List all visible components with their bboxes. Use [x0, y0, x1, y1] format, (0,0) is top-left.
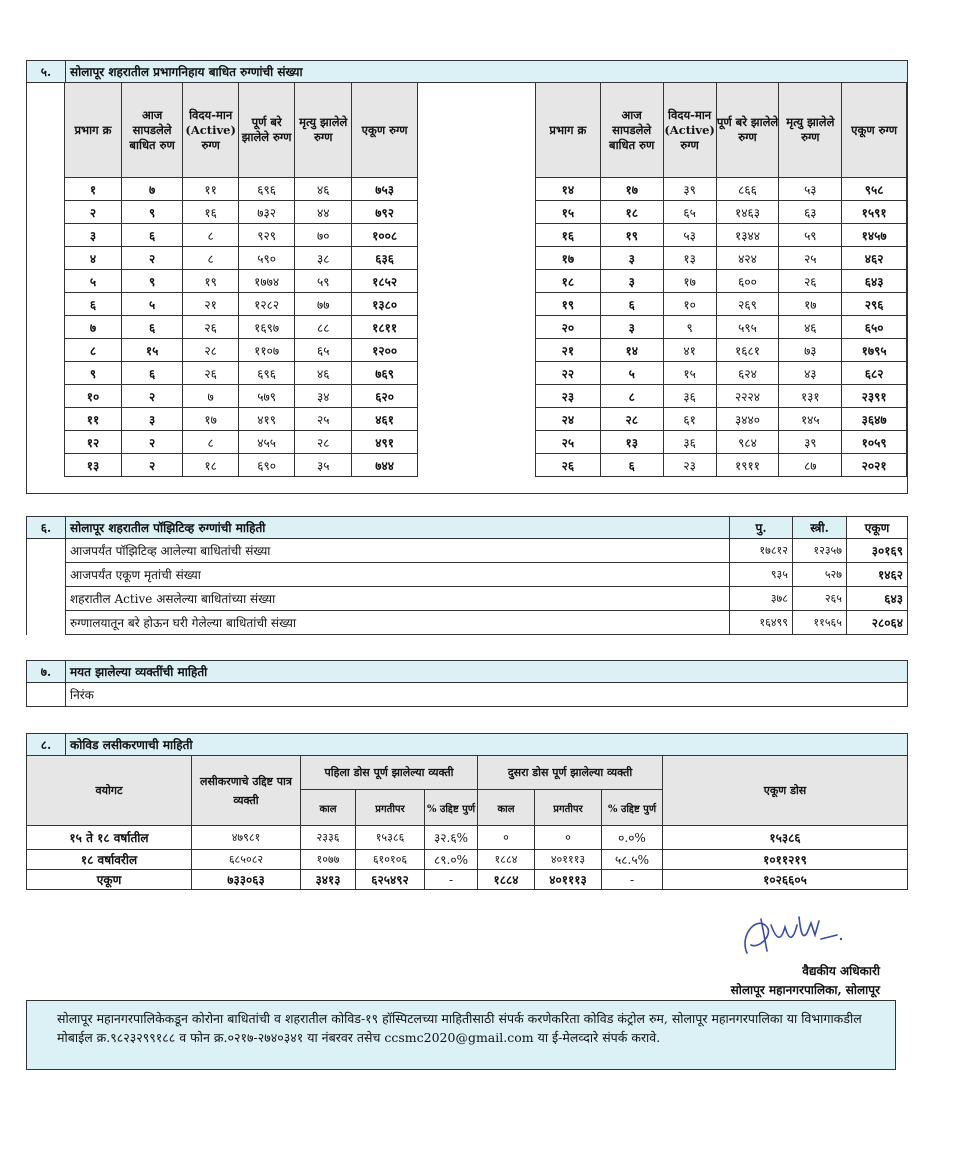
vacc-col-dose2: दुसरा डोस पूर्ण झालेल्या व्यक्ती [478, 756, 663, 790]
row-spacer [27, 563, 66, 587]
section6-title: सोलापूर शहरातील पॉझिटिव्ह रुग्णांची माहिती [66, 517, 730, 539]
vacc-total-doses: १०११२१९ [663, 850, 908, 870]
ward-total: ४६२ [842, 247, 907, 270]
signature-block [690, 962, 880, 1000]
stat-female: १२३५७ [793, 539, 847, 563]
section5-number: ५. [27, 61, 66, 83]
ward-active: १३ [663, 247, 716, 270]
ward-deaths: २६ [779, 270, 842, 293]
col-recovered: पूर्ण बरे झालेले रुग्ण [239, 83, 295, 178]
ward-row [65, 408, 418, 431]
vacc-target: ६८५०८२ [192, 850, 301, 870]
ward-today: १५ [121, 339, 182, 362]
ward-total: ४९१ [352, 431, 418, 454]
ward-deaths: ७३ [779, 339, 842, 362]
ward-deaths: १३१ [779, 385, 842, 408]
section7-title: मयत झालेल्या व्यक्तींची माहिती [66, 661, 908, 683]
stat-label: आजपर्यंत एकूण मृतांची संख्या [66, 563, 730, 587]
ward-today: ३ [600, 316, 663, 339]
ward-recovered: १६९७ [239, 316, 295, 339]
ward-active: १९ [183, 270, 239, 293]
ward-row [536, 293, 907, 316]
ward-active: १८ [183, 454, 239, 477]
ward-total: २९६ [842, 293, 907, 316]
stat-total: २८०६४ [847, 611, 908, 635]
ward-recovered: २२२४ [716, 385, 779, 408]
vacc-col-total: एकूण डोस [663, 756, 908, 826]
vacc-d2-yesterday: ० [478, 826, 535, 850]
ward-today: ९ [121, 201, 182, 224]
positive-stat-row [27, 611, 908, 635]
ward-recovered: १२८२ [239, 293, 295, 316]
ward-total: ६२० [352, 385, 418, 408]
vacc-target: ४७९८१ [192, 826, 301, 850]
ward-active: २३ [663, 454, 716, 477]
ward-no: १८ [536, 270, 601, 293]
ward-no: २ [65, 201, 122, 224]
ward-total: १०५९ [842, 431, 907, 454]
ward-active: ३६ [663, 431, 716, 454]
signature-office: सोलापूर महानगरपालिका, सोलापूर [730, 983, 880, 997]
section6-col-male: पु. [730, 517, 793, 539]
ward-no: २५ [536, 431, 601, 454]
ward-row [65, 247, 418, 270]
ward-no: २२ [536, 362, 601, 385]
ward-row [65, 293, 418, 316]
ward-row [536, 178, 907, 201]
ward-row [65, 224, 418, 247]
ward-no: १ [65, 178, 122, 201]
vacc-col-d1-yesterday: काल [301, 790, 356, 826]
ward-no: २४ [536, 408, 601, 431]
ward-recovered: ११०७ [239, 339, 295, 362]
ward-recovered: ६९६ [239, 178, 295, 201]
ward-today: ७ [121, 178, 182, 201]
row-spacer [27, 539, 66, 563]
ward-total: १८११ [352, 316, 418, 339]
ward-recovered: ५७९ [239, 385, 295, 408]
vacc-col-d2-cumulative: प्रगतीपर [535, 790, 602, 826]
ward-no: १६ [536, 224, 601, 247]
vaccination-row [27, 826, 908, 850]
section7-value: निरंक [66, 683, 908, 707]
vacc-age-group: १८ वर्षावरील [27, 850, 192, 870]
ward-recovered: ४१९ [239, 408, 295, 431]
section7-number: ७. [27, 661, 66, 683]
section8-number: ८. [27, 734, 66, 756]
ward-deaths: ३९ [779, 431, 842, 454]
positive-stat-row [27, 539, 908, 563]
ward-today: १३ [600, 431, 663, 454]
ward-deaths: ४६ [295, 178, 352, 201]
vacc-d1-percent: ३२.६% [425, 826, 478, 850]
ward-today: ३ [121, 408, 182, 431]
vacc-d2-cumulative: ४०१११३ [535, 850, 602, 870]
ward-row [65, 270, 418, 293]
ward-today: १९ [600, 224, 663, 247]
ward-today: २ [121, 454, 182, 477]
ward-active: २६ [183, 362, 239, 385]
col-ward-no: प्रभाग क्र [65, 83, 122, 178]
ward-no: १५ [536, 201, 601, 224]
ward-total: ४६१ [352, 408, 418, 431]
section6-number: ६. [27, 517, 66, 539]
ward-today: २ [121, 247, 182, 270]
vaccination-row [27, 870, 908, 890]
vacc-col-d1-cumulative: प्रगतीपर [356, 790, 425, 826]
ward-recovered: १९११ [716, 454, 779, 477]
stat-male: ९३५ [730, 563, 793, 587]
ward-today: ६ [121, 362, 182, 385]
ward-active: १५ [663, 362, 716, 385]
ward-row [536, 339, 907, 362]
signature-designation: वैद्यकीय अधिकारी [802, 964, 880, 978]
ward-recovered: ७३२ [239, 201, 295, 224]
vacc-total-doses: १०२६६०५ [663, 870, 908, 890]
vacc-col-age: वयोगट [27, 756, 192, 826]
ward-recovered: १४६३ [716, 201, 779, 224]
ward-deaths: ६५ [295, 339, 352, 362]
ward-row [536, 201, 907, 224]
col-total: एकूण रुग्ण [352, 83, 418, 178]
ward-deaths: ३५ [295, 454, 352, 477]
ward-active: ९ [663, 316, 716, 339]
stat-total: १४६२ [847, 563, 908, 587]
vacc-col-target: लसीकरणाचे उद्दिष्ट पात्र व्यक्ती [192, 756, 301, 826]
col-today: आज सापडलेले बाधित रुण [121, 83, 182, 178]
stat-female: २६५ [793, 587, 847, 611]
stat-female: ११५६५ [793, 611, 847, 635]
ward-recovered: ८६६ [716, 178, 779, 201]
ward-table-right [535, 82, 907, 477]
stat-total: ६४३ [847, 587, 908, 611]
vacc-d1-yesterday: २३३६ [301, 826, 356, 850]
vacc-d1-yesterday: ३४१३ [301, 870, 356, 890]
ward-recovered: ६२४ [716, 362, 779, 385]
col-ward-no: प्रभाग क्र [536, 83, 601, 178]
ward-no: ७ [65, 316, 122, 339]
ward-deaths: ८७ [779, 454, 842, 477]
vacc-col-d2-yesterday: काल [478, 790, 535, 826]
ward-row [536, 270, 907, 293]
vacc-total-doses: १५३८६ [663, 826, 908, 850]
vacc-d2-cumulative: ४०१११३ [535, 870, 602, 890]
col-active: विदय-मान (Active) रुग्ण [663, 83, 716, 178]
ward-total: २०२१ [842, 454, 907, 477]
ward-today: १७ [600, 178, 663, 201]
ward-row [65, 362, 418, 385]
ward-active: १७ [183, 408, 239, 431]
row-spacer [27, 587, 66, 611]
vacc-d1-cumulative: १५३८६ [356, 826, 425, 850]
ward-row [536, 431, 907, 454]
ward-no: ८ [65, 339, 122, 362]
ward-active: ८ [183, 247, 239, 270]
stat-male: १६४९९ [730, 611, 793, 635]
section5-title: सोलापूर शहरातील प्रभागनिहाय बाधित रुग्णांची संख्या [66, 61, 908, 83]
vacc-col-d2-percent: % उद्दिष्ट पुर्ण [602, 790, 663, 826]
stat-label: आजपर्यंत पॉझिटिव्ह आलेल्या बाधितांची संख्या [66, 539, 730, 563]
ward-no: ४ [65, 247, 122, 270]
ward-active: १६ [183, 201, 239, 224]
ward-deaths: ४६ [779, 316, 842, 339]
vacc-age-group: १५ ते १८ वर्षातील [27, 826, 192, 850]
ward-recovered: २६९ [716, 293, 779, 316]
ward-deaths: ५९ [295, 270, 352, 293]
vacc-d1-cumulative: ६१०१०६ [356, 850, 425, 870]
section7-table [26, 660, 908, 707]
ward-row [65, 454, 418, 477]
ward-active: २१ [183, 293, 239, 316]
ward-row [536, 316, 907, 339]
ward-active: ३९ [663, 178, 716, 201]
ward-today: ३ [600, 270, 663, 293]
row-spacer [27, 611, 66, 635]
col-deaths: मृत्यु झालेले रुग्ण [295, 83, 352, 178]
col-today: आज सापडलेले बाधित रुण [600, 83, 663, 178]
positive-stat-row [27, 563, 908, 587]
ward-today: २८ [600, 408, 663, 431]
ward-row [65, 431, 418, 454]
ward-total: ७५३ [352, 178, 418, 201]
ward-active: ८ [183, 224, 239, 247]
ward-today: ८ [600, 385, 663, 408]
ward-active: ८ [183, 431, 239, 454]
ward-active: २८ [183, 339, 239, 362]
ward-total: १४५७ [842, 224, 907, 247]
ward-deaths: ४४ [295, 201, 352, 224]
section6-table [26, 516, 908, 635]
ward-row [536, 247, 907, 270]
ward-no: १० [65, 385, 122, 408]
ward-total: १५९१ [842, 201, 907, 224]
section8-title: कोविड लसीकरणाची माहिती [66, 734, 908, 756]
ward-recovered: ९२९ [239, 224, 295, 247]
col-deaths: मृत्यु झालेले रुग्ण [779, 83, 842, 178]
ward-today: ६ [600, 293, 663, 316]
col-active: विदय-मान (Active) रुग्ण [183, 83, 239, 178]
ward-total: १७९५ [842, 339, 907, 362]
ward-active: ४१ [663, 339, 716, 362]
vacc-col-dose1: पहिला डोस पूर्ण झालेल्या व्यक्ती [301, 756, 478, 790]
vacc-d2-cumulative: ० [535, 826, 602, 850]
ward-row [65, 178, 418, 201]
stat-total: ३०१६९ [847, 539, 908, 563]
ward-row [65, 339, 418, 362]
vacc-d2-percent: ०.०% [602, 826, 663, 850]
ward-recovered: ५९० [239, 247, 295, 270]
ward-total: ६३६ [352, 247, 418, 270]
ward-row [65, 385, 418, 408]
ward-deaths: ४६ [295, 362, 352, 385]
ward-total: ९५८ [842, 178, 907, 201]
ward-deaths: २५ [295, 408, 352, 431]
ward-no: १९ [536, 293, 601, 316]
ward-row [536, 454, 907, 477]
ward-recovered: ४२४ [716, 247, 779, 270]
ward-total: ६५० [842, 316, 907, 339]
ward-today: ६ [600, 454, 663, 477]
ward-today: ६ [121, 316, 182, 339]
ward-table-left [64, 82, 418, 477]
vacc-age-group: एकूण [27, 870, 192, 890]
ward-deaths: ३४ [295, 385, 352, 408]
vacc-d1-yesterday: १०७७ [301, 850, 356, 870]
ward-deaths: २५ [779, 247, 842, 270]
ward-deaths: ७७ [295, 293, 352, 316]
ward-deaths: ७० [295, 224, 352, 247]
ward-today: २ [121, 385, 182, 408]
ward-today: ५ [121, 293, 182, 316]
ward-total: ६४३ [842, 270, 907, 293]
vacc-d2-percent: ५८.५% [602, 850, 663, 870]
stat-label: शहरातील Active असलेल्या बाधितांच्या संख्या [66, 587, 730, 611]
ward-recovered: १६८१ [716, 339, 779, 362]
ward-no: १४ [536, 178, 601, 201]
ward-today: १८ [600, 201, 663, 224]
ward-no: १७ [536, 247, 601, 270]
vaccination-row [27, 850, 908, 870]
signature-image [737, 905, 847, 961]
ward-deaths: ३८ [295, 247, 352, 270]
col-total: एकूण रुग्ण [842, 83, 907, 178]
stat-male: ३७८ [730, 587, 793, 611]
ward-active: ६५ [663, 201, 716, 224]
col-recovered: पूर्ण बरे झालेले रुग्ण [716, 83, 779, 178]
vacc-d1-cumulative: ६२५४९२ [356, 870, 425, 890]
vacc-d2-yesterday: १८८४ [478, 850, 535, 870]
ward-active: ५३ [663, 224, 716, 247]
ward-no: १३ [65, 454, 122, 477]
ward-deaths: १४५ [779, 408, 842, 431]
ward-recovered: ३४४० [716, 408, 779, 431]
ward-deaths: ५३ [779, 178, 842, 201]
section5-title-bar [26, 60, 908, 83]
ward-total: ६८२ [842, 362, 907, 385]
ward-total: १००८ [352, 224, 418, 247]
ward-row [65, 201, 418, 224]
section6-col-female: स्त्री. [793, 517, 847, 539]
ward-no: ९ [65, 362, 122, 385]
ward-recovered: १३४४ [716, 224, 779, 247]
ward-deaths: ४३ [779, 362, 842, 385]
ward-row [536, 385, 907, 408]
ward-deaths: २८ [295, 431, 352, 454]
ward-today: ९ [121, 270, 182, 293]
ward-recovered: १७७४ [239, 270, 295, 293]
ward-row [65, 316, 418, 339]
ward-today: ५ [600, 362, 663, 385]
ward-total: ७४४ [352, 454, 418, 477]
ward-no: ३ [65, 224, 122, 247]
ward-no: २६ [536, 454, 601, 477]
ward-active: १० [663, 293, 716, 316]
section6-col-total: एकूण [847, 517, 908, 539]
ward-recovered: ६९० [239, 454, 295, 477]
ward-row [536, 224, 907, 247]
stat-male: १७८१२ [730, 539, 793, 563]
ward-recovered: ४५५ [239, 431, 295, 454]
vacc-d2-yesterday: १८८४ [478, 870, 535, 890]
ward-row [536, 408, 907, 431]
stat-female: ५२७ [793, 563, 847, 587]
ward-no: ६ [65, 293, 122, 316]
ward-active: ७ [183, 385, 239, 408]
ward-total: १३८० [352, 293, 418, 316]
ward-total: ३६४७ [842, 408, 907, 431]
ward-no: १२ [65, 431, 122, 454]
vacc-target: ७३३०६३ [192, 870, 301, 890]
ward-today: ३ [600, 247, 663, 270]
section8-table [26, 733, 908, 890]
ward-deaths: ८८ [295, 316, 352, 339]
ward-total: १२०० [352, 339, 418, 362]
ward-active: ६१ [663, 408, 716, 431]
ward-active: ३६ [663, 385, 716, 408]
ward-no: २३ [536, 385, 601, 408]
ward-no: ११ [65, 408, 122, 431]
vacc-col-d1-percent: % उद्दिष्ट पुर्ण [425, 790, 478, 826]
ward-recovered: ५९५ [716, 316, 779, 339]
ward-today: १४ [600, 339, 663, 362]
stat-label: रुग्णालयातून बरे होऊन घरी गेलेल्या बाधितांची संख्या [66, 611, 730, 635]
ward-active: ११ [183, 178, 239, 201]
ward-no: ५ [65, 270, 122, 293]
vacc-d1-percent: - [425, 870, 478, 890]
positive-stat-row [27, 587, 908, 611]
ward-total: १८५२ [352, 270, 418, 293]
vacc-d2-percent: - [602, 870, 663, 890]
ward-total: ७६९ [352, 362, 418, 385]
ward-active: १७ [663, 270, 716, 293]
vacc-d1-percent: ८९.०% [425, 850, 478, 870]
ward-total: २३९१ [842, 385, 907, 408]
ward-total: ७९२ [352, 201, 418, 224]
ward-today: ६ [121, 224, 182, 247]
ward-recovered: ९८४ [716, 431, 779, 454]
ward-row [536, 362, 907, 385]
ward-today: २ [121, 431, 182, 454]
ward-no: २० [536, 316, 601, 339]
ward-recovered: ६०० [716, 270, 779, 293]
ward-deaths: ५९ [779, 224, 842, 247]
ward-active: २६ [183, 316, 239, 339]
contact-note: सोलापूर महानगरपालिकेकडून कोरोना बाधितांची व शहरातील कोविड-१९ हॉस्पिटलच्या माहितीसाठी संपर्क करणेकरिता कोविड कंट्रोल रुम, सोलापूर महानगरपालिका या विभागाकडील मोबाईल क्र.९८२३२९९१८८ व फोन क्र.०२१७-२७४०३४१ या नंबरवर तसेच ccsmc2020@gmail.com या ई-मेलव्दारे संपर्क करावे. [26, 1000, 896, 1070]
ward-no: २१ [536, 339, 601, 362]
ward-deaths: ६३ [779, 201, 842, 224]
ward-deaths: १७ [779, 293, 842, 316]
ward-recovered: ६९६ [239, 362, 295, 385]
